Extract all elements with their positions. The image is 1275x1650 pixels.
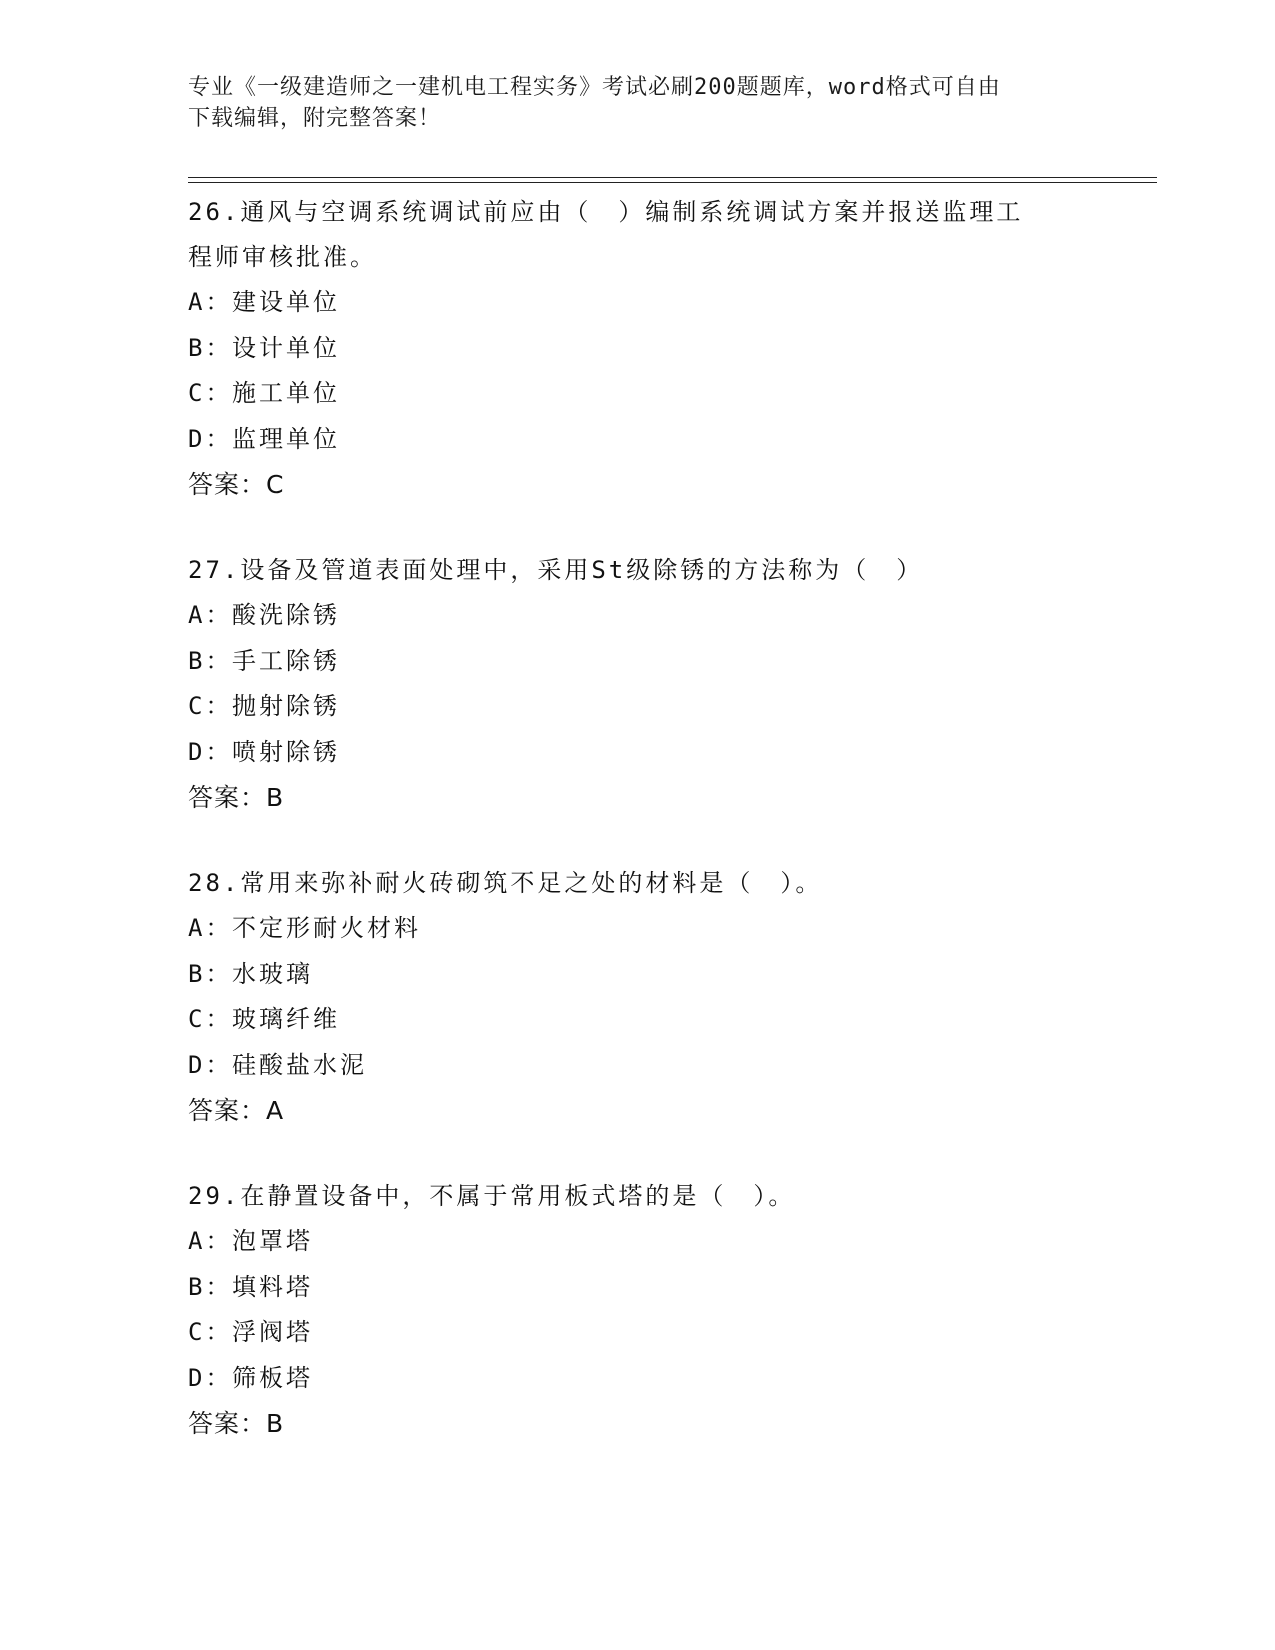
- question-26: [188, 190, 1088, 508]
- answer-line: 答案：C: [188, 470, 285, 499]
- option-key: C：: [188, 379, 233, 407]
- option-text: 浮阀塔: [232, 1318, 313, 1346]
- answer-line: 答案：A: [188, 1096, 285, 1125]
- option-b: [188, 639, 1088, 685]
- header-divider-bottom: [188, 182, 1157, 183]
- option-b: [188, 952, 1088, 998]
- option-key: B：: [188, 333, 233, 362]
- option-c: [188, 1310, 1088, 1356]
- option-text: 玻璃纤维: [232, 1005, 340, 1033]
- answer-line: 答案：B: [188, 1409, 285, 1438]
- answer-line: 答案：B: [188, 783, 285, 812]
- option-b: [188, 326, 1088, 372]
- option-text: 监理单位: [232, 424, 340, 453]
- option-key: D：: [188, 737, 233, 766]
- option-key: C：: [188, 1005, 233, 1033]
- option-key: A：: [188, 1227, 233, 1255]
- option-text: 泡罩塔: [232, 1227, 313, 1255]
- option-d: [188, 730, 1088, 776]
- question-stem: [188, 548, 1088, 593]
- option-a: [188, 593, 1088, 639]
- question-28: [188, 861, 1088, 1134]
- option-key: D：: [188, 1050, 233, 1079]
- question-stem-line: 28.常用来弥补耐火砖砌筑不足之处的材料是（ ）。: [188, 869, 823, 897]
- option-text: 填料塔: [232, 1272, 313, 1301]
- option-key: B：: [188, 959, 233, 988]
- option-key: A：: [188, 914, 233, 942]
- option-a: [188, 280, 1088, 326]
- option-text: 设计单位: [232, 333, 340, 362]
- option-text: 抛射除锈: [232, 692, 340, 720]
- option-key: D：: [188, 1363, 233, 1392]
- question-stem-line: 程师审核批准。: [188, 243, 377, 271]
- question-stem: [188, 190, 1088, 280]
- option-d: [188, 1356, 1088, 1402]
- header-line-2: 下载编辑，附完整答案！: [188, 106, 442, 131]
- option-key: C：: [188, 1318, 233, 1346]
- option-text: 筛板塔: [232, 1363, 313, 1392]
- question-stem: [188, 861, 1088, 906]
- option-text: 手工除锈: [232, 646, 340, 675]
- option-text: 喷射除锈: [232, 737, 340, 766]
- question-stem-line: 26.通风与空调系统调试前应由（ ）编制系统调试方案并报送监理工: [188, 198, 1024, 226]
- option-d: [188, 417, 1088, 463]
- option-key: B：: [188, 646, 233, 675]
- option-text: 施工单位: [232, 379, 340, 407]
- option-text: 硅酸盐水泥: [232, 1050, 367, 1079]
- question-stem-line: 27.设备及管道表面处理中，采用St级除锈的方法称为（ ）: [188, 556, 924, 584]
- question-29: [188, 1174, 1088, 1447]
- option-b: [188, 1265, 1088, 1311]
- option-c: [188, 684, 1088, 730]
- option-text: 不定形耐火材料: [232, 914, 421, 942]
- option-text: 水玻璃: [232, 959, 313, 988]
- option-key: D：: [188, 424, 233, 453]
- question-stem: [188, 1174, 1088, 1219]
- header-line-1: 专业《一级建造师之一建机电工程实务》考试必刷200题题库，word格式可自由: [188, 75, 1001, 100]
- option-key: A：: [188, 288, 233, 316]
- question-stem-line: 29.在静置设备中，不属于常用板式塔的是（ ）。: [188, 1182, 796, 1210]
- option-key: B：: [188, 1272, 233, 1301]
- option-a: [188, 906, 1088, 952]
- option-c: [188, 371, 1088, 417]
- option-text: 建设单位: [232, 288, 340, 316]
- option-key: A：: [188, 601, 233, 629]
- option-text: 酸洗除锈: [232, 601, 340, 629]
- question-list: [188, 190, 1088, 1487]
- option-d: [188, 1043, 1088, 1089]
- document-header: [188, 72, 1088, 134]
- option-c: [188, 997, 1088, 1043]
- header-divider-top: [188, 177, 1157, 178]
- option-key: C：: [188, 692, 233, 720]
- option-a: [188, 1219, 1088, 1265]
- question-27: [188, 548, 1088, 821]
